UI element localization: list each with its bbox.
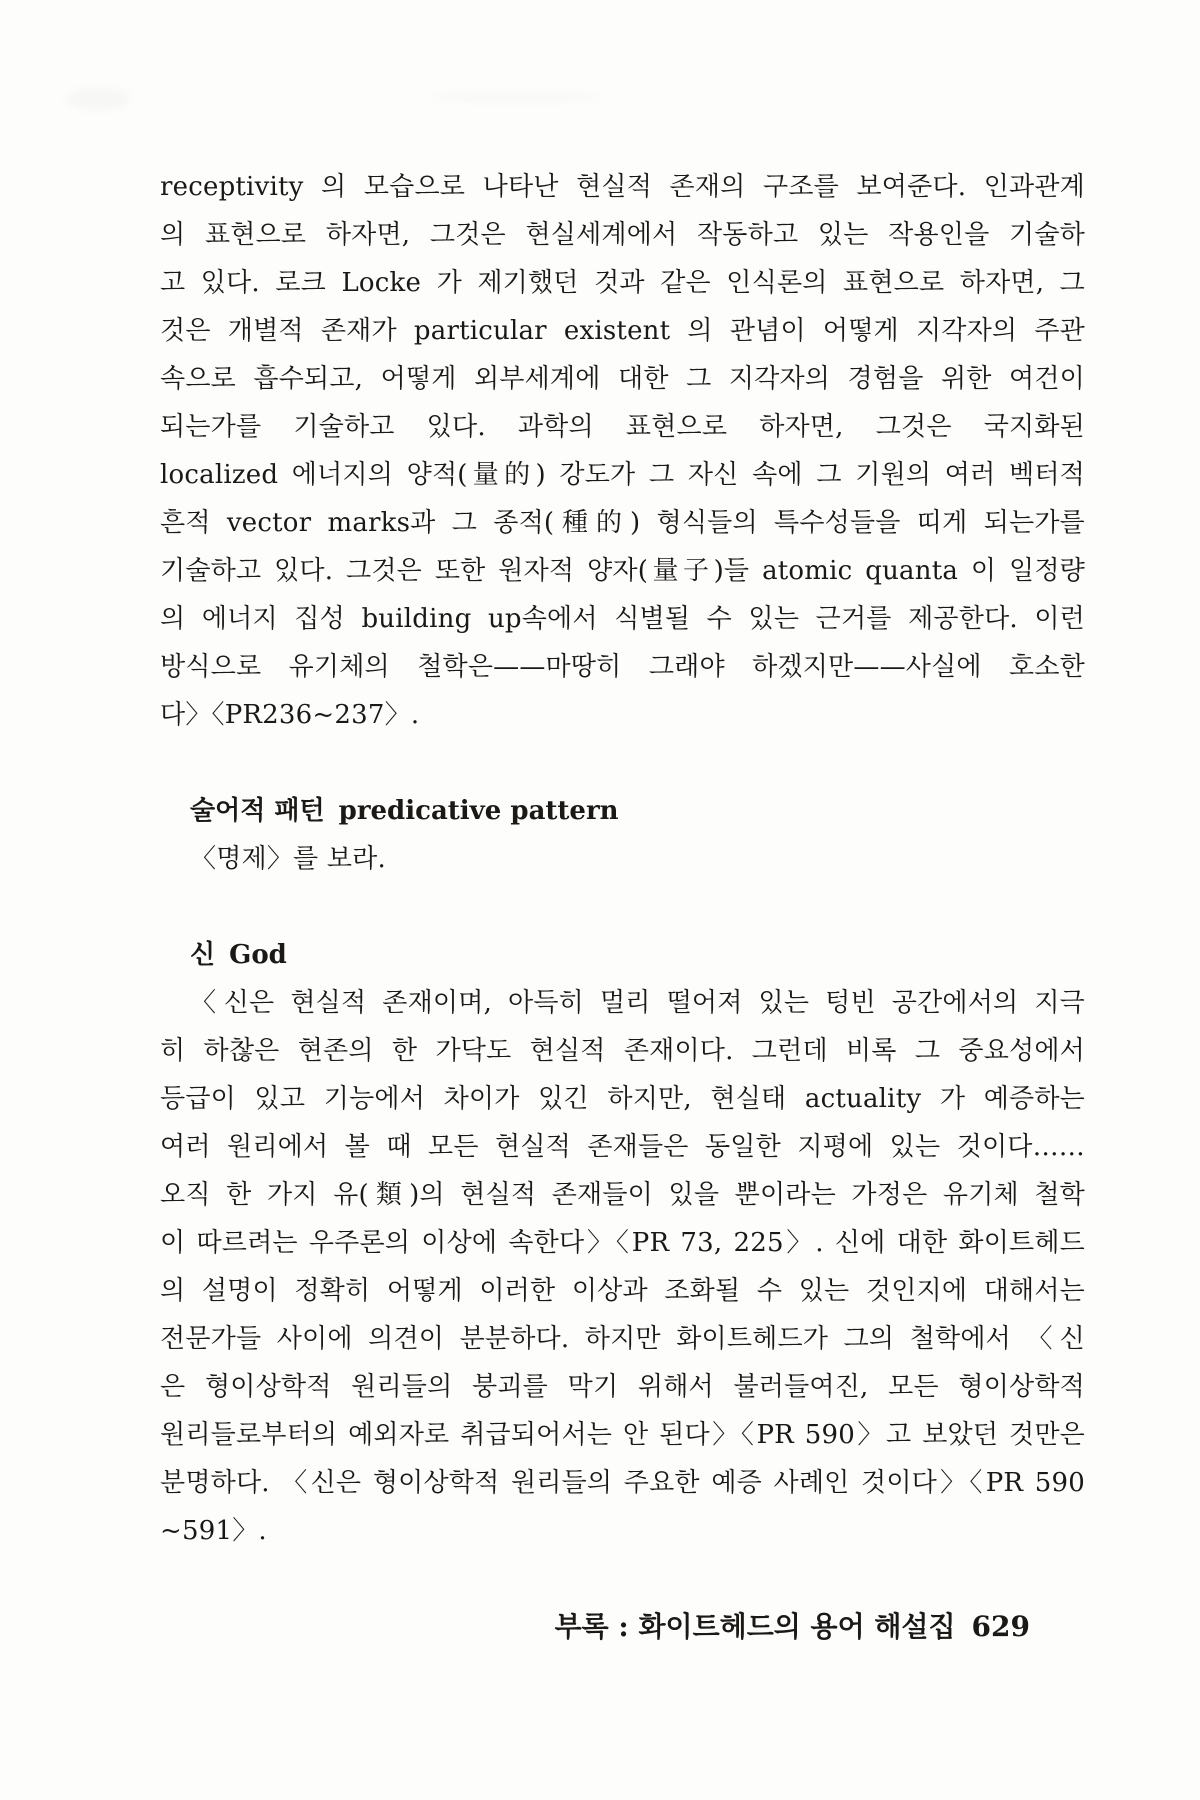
text-line: 되는가를 기술하고 있다. 과학의 표현으로 하자면, 그것은 국지화된 [160, 412, 1085, 442]
text-line: 오직 한 가지 유(類)의 현실적 존재들이 있을 뿐이라는 가정은 유기체 철학 [160, 1180, 1085, 1210]
text-line: 전문가들 사이에 의견이 분분하다. 하지만 화이트헤드가 그의 철학에서 〈신 [160, 1324, 1085, 1354]
text-line: 이 따르려는 우주론의 이상에 속한다〉〈PR 73, 225〉. 신에 대한 화이트헤드 [160, 1228, 1085, 1258]
entry-heading [160, 787, 1085, 835]
page-number: 629 [971, 1610, 1030, 1643]
text-line: 기술하고 있다. 그것은 또한 원자적 양자(量子)들 atomic quanta 이 일정량 [160, 556, 1085, 586]
text-line: 등급이 있고 기능에서 차이가 있긴 하지만, 현실태 actuality 가 예증하는 [160, 1084, 1085, 1114]
entry-term-english: God [229, 940, 287, 970]
text-line: 것은 개별적 존재가 particular existent 의 관념이 어떻게 지각자의 주관 [160, 316, 1085, 346]
page-footer [500, 1607, 1030, 1647]
text-line: 방식으로 유기체의 철학은——마땅히 그래야 하겠지만——사실에 호소한 [160, 652, 1085, 682]
paragraph-continuation [160, 163, 1085, 739]
running-title: 부록 : 화이트헤드의 용어 해설집 [554, 1610, 956, 1643]
entry-term-korean: 신 [190, 940, 216, 970]
text-line: receptivity 의 모습으로 나타난 현실적 존재의 구조를 보여준다. 인과관계 [160, 172, 1085, 202]
text-line: 〈명제〉를 보라. [190, 844, 386, 874]
entry-body [160, 835, 1085, 883]
text-line: 다〉〈PR236~237〉. [160, 700, 420, 730]
entry-heading [160, 931, 1085, 979]
text-line: 히 하찮은 현존의 한 가닥도 현실적 존재이다. 그런데 비록 그 중요성에서 [160, 1036, 1085, 1066]
glossary-entry-predicative-pattern [160, 787, 1085, 883]
entry-term-korean: 술어적 패턴 [190, 796, 325, 826]
text-line: 원리들로부터의 예외자로 취급되어서는 안 된다〉〈PR 590〉고 보았던 것만은 [160, 1420, 1085, 1450]
text-line: 〈신은 현실적 존재이며, 아득히 멀리 떨어져 있는 텅빈 공간에서의 지극 [190, 988, 1085, 1018]
text-line: 흔적 vector marks과 그 종적(種的) 형식들의 특수성들을 띠게 되는가를 [160, 508, 1085, 538]
text-line: 여러 원리에서 볼 때 모든 현실적 존재들은 동일한 지평에 있는 것이다…… [160, 1132, 1085, 1162]
scan-artifact [66, 88, 130, 110]
text-line: localized 에너지의 양적(量的) 강도가 그 자신 속에 그 기원의 여러 벡터적 [160, 460, 1085, 490]
text-line: 의 설명이 정확히 어떻게 이러한 이상과 조화될 수 있는 것인지에 대해서는 [160, 1276, 1085, 1306]
scan-artifact [430, 92, 600, 102]
text-line: 속으로 흡수되고, 어떻게 외부세계에 대한 그 지각자의 경험을 위한 여건이 [160, 364, 1085, 394]
text-line: 은 형이상학적 원리들의 붕괴를 막기 위해서 불러들여진, 모든 형이상학적 [160, 1372, 1085, 1402]
text-line: ~591〉. [160, 1516, 267, 1546]
entry-term-english: predicative pattern [338, 796, 619, 826]
text-line: 의 표현으로 하자면, 그것은 현실세계에서 작동하고 있는 작용인을 기술하 [160, 220, 1085, 250]
entry-body [160, 979, 1085, 1555]
text-line: 의 에너지 집성 building up속에서 식별될 수 있는 근거를 제공한다. 이런 [160, 604, 1085, 634]
glossary-entry-god [160, 931, 1085, 1555]
text-line: 분명하다. 〈신은 형이상학적 원리들의 주요한 예증 사례인 것이다〉〈PR 590 [160, 1468, 1085, 1498]
text-line: 고 있다. 로크 Locke 가 제기했던 것과 같은 인식론의 표현으로 하자면, 그 [160, 268, 1085, 298]
